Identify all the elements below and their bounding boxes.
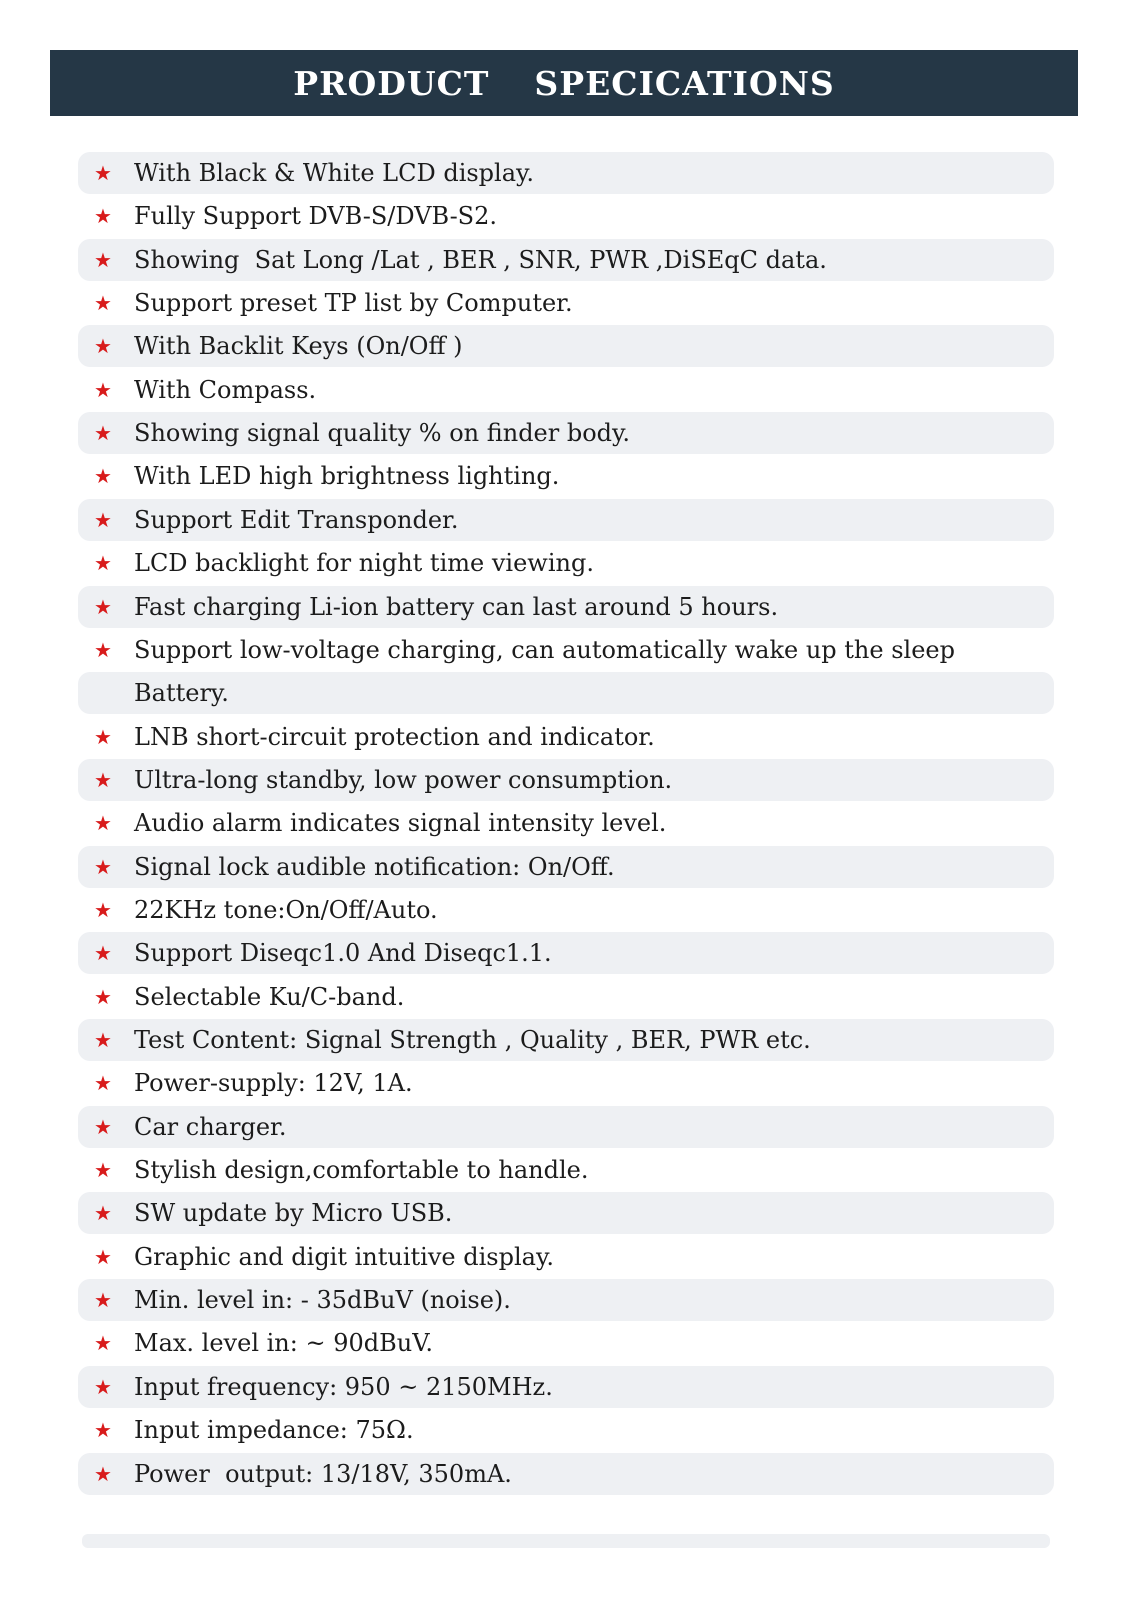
spec-item xyxy=(78,325,1054,367)
spec-item xyxy=(78,1236,1054,1278)
star-icon: ★ xyxy=(94,1418,112,1442)
spec-text: Fully Support DVB-S/DVB-S2. xyxy=(134,202,498,230)
spec-text: Audio alarm indicates signal intensity level. xyxy=(134,809,667,837)
star-icon: ★ xyxy=(94,1115,112,1139)
star-icon: ★ xyxy=(94,204,112,228)
star-icon: ★ xyxy=(94,638,112,662)
star-icon: ★ xyxy=(94,898,112,922)
star-icon: ★ xyxy=(94,1288,112,1312)
spec-text: With Compass. xyxy=(134,376,317,404)
title-banner xyxy=(50,50,1078,116)
spec-text: Max. level in: ~ 90dBuV. xyxy=(134,1329,433,1357)
star-icon: ★ xyxy=(94,1071,112,1095)
spec-text: Fast charging Li-ion battery can last around 5 hours. xyxy=(134,593,779,621)
spec-text: Ultra-long standby, low power consumption. xyxy=(134,766,673,794)
spec-text: Support low-voltage charging, can automatically wake up the sleep xyxy=(134,636,955,664)
spec-text: Input frequency: 950 ~ 2150MHz. xyxy=(134,1373,553,1401)
spec-text: Input impedance: 75Ω. xyxy=(134,1416,414,1444)
star-icon: ★ xyxy=(94,985,112,1009)
spec-item xyxy=(78,1149,1054,1191)
spec-text: Selectable Ku/C-band. xyxy=(134,983,405,1011)
spec-text: With LED high brightness lighting. xyxy=(134,462,560,490)
spec-text: Support Edit Transponder. xyxy=(134,506,459,534)
spec-item xyxy=(78,802,1054,844)
spec-text: Support Diseqc1.0 And Diseqc1.1. xyxy=(134,939,552,967)
star-icon: ★ xyxy=(94,855,112,879)
star-icon: ★ xyxy=(94,551,112,575)
spec-text: Stylish design,comfortable to handle. xyxy=(134,1156,589,1184)
spec-item xyxy=(78,1453,1054,1495)
star-icon: ★ xyxy=(94,1028,112,1052)
star-icon: ★ xyxy=(94,811,112,835)
spec-item xyxy=(78,716,1054,758)
spec-text: Battery. xyxy=(134,679,229,707)
star-icon: ★ xyxy=(94,248,112,272)
star-icon: ★ xyxy=(94,595,112,619)
spec-item xyxy=(78,455,1054,497)
spec-text: Graphic and digit intuitive display. xyxy=(134,1243,554,1271)
star-icon: ★ xyxy=(94,334,112,358)
spec-item xyxy=(78,1279,1054,1321)
spec-item xyxy=(78,369,1054,411)
spec-text: Showing Sat Long /Lat , BER , SNR, PWR ,DiSEqC data. xyxy=(134,246,827,274)
star-icon: ★ xyxy=(94,1462,112,1486)
spec-text: Signal lock audible notification: On/Off. xyxy=(134,853,615,881)
star-icon: ★ xyxy=(94,1245,112,1269)
star-icon: ★ xyxy=(94,1331,112,1355)
spec-item xyxy=(78,889,1054,931)
spec-item xyxy=(78,846,1054,888)
bottom-divider xyxy=(82,1534,1050,1548)
spec-item xyxy=(78,1106,1054,1148)
spec-item xyxy=(78,672,1054,714)
spec-text: Min. level in: - 35dBuV (noise). xyxy=(134,1286,511,1314)
star-icon: ★ xyxy=(94,378,112,402)
spec-text: SW update by Micro USB. xyxy=(134,1199,453,1227)
spec-item xyxy=(78,1019,1054,1061)
spec-item xyxy=(78,629,1054,671)
spec-item xyxy=(78,1409,1054,1451)
star-icon: ★ xyxy=(94,941,112,965)
spec-text: Power-supply: 12V, 1A. xyxy=(134,1069,413,1097)
spec-item xyxy=(78,1192,1054,1234)
star-icon: ★ xyxy=(94,725,112,749)
spec-item xyxy=(78,932,1054,974)
star-icon: ★ xyxy=(94,508,112,532)
star-icon: ★ xyxy=(94,464,112,488)
spec-item xyxy=(78,976,1054,1018)
spec-text: With Backlit Keys (On/Off ) xyxy=(134,332,463,360)
star-icon: ★ xyxy=(94,291,112,315)
spec-text: Test Content: Signal Strength , Quality , BER, PWR etc. xyxy=(134,1026,811,1054)
spec-item xyxy=(78,412,1054,454)
spec-text: Showing signal quality % on finder body. xyxy=(134,419,631,447)
spec-item xyxy=(78,499,1054,541)
spec-item xyxy=(78,195,1054,237)
spec-item xyxy=(78,542,1054,584)
spec-item xyxy=(78,1322,1054,1364)
star-icon: ★ xyxy=(94,1201,112,1225)
spec-item xyxy=(78,282,1054,324)
spec-text: Support preset TP list by Computer. xyxy=(134,289,573,317)
star-icon: ★ xyxy=(94,768,112,792)
star-icon: ★ xyxy=(94,1375,112,1399)
spec-item xyxy=(78,586,1054,628)
spec-text: LCD backlight for night time viewing. xyxy=(134,549,594,577)
spec-text: Power output: 13/18V, 350mA. xyxy=(134,1460,512,1488)
page-title: PRODUCT SPECICATIONS xyxy=(293,63,835,103)
star-icon: ★ xyxy=(94,161,112,185)
star-icon: ★ xyxy=(94,1158,112,1182)
spec-item xyxy=(78,239,1054,281)
spec-text: 22KHz tone:On/Off/Auto. xyxy=(134,896,438,924)
spec-item xyxy=(78,1366,1054,1408)
spec-item xyxy=(78,759,1054,801)
spec-text: With Black & White LCD display. xyxy=(134,159,535,187)
spec-item xyxy=(78,152,1054,194)
spec-text: Car charger. xyxy=(134,1113,287,1141)
star-icon: ★ xyxy=(94,421,112,445)
spec-text: LNB short-circuit protection and indicator. xyxy=(134,723,655,751)
spec-item xyxy=(78,1062,1054,1104)
